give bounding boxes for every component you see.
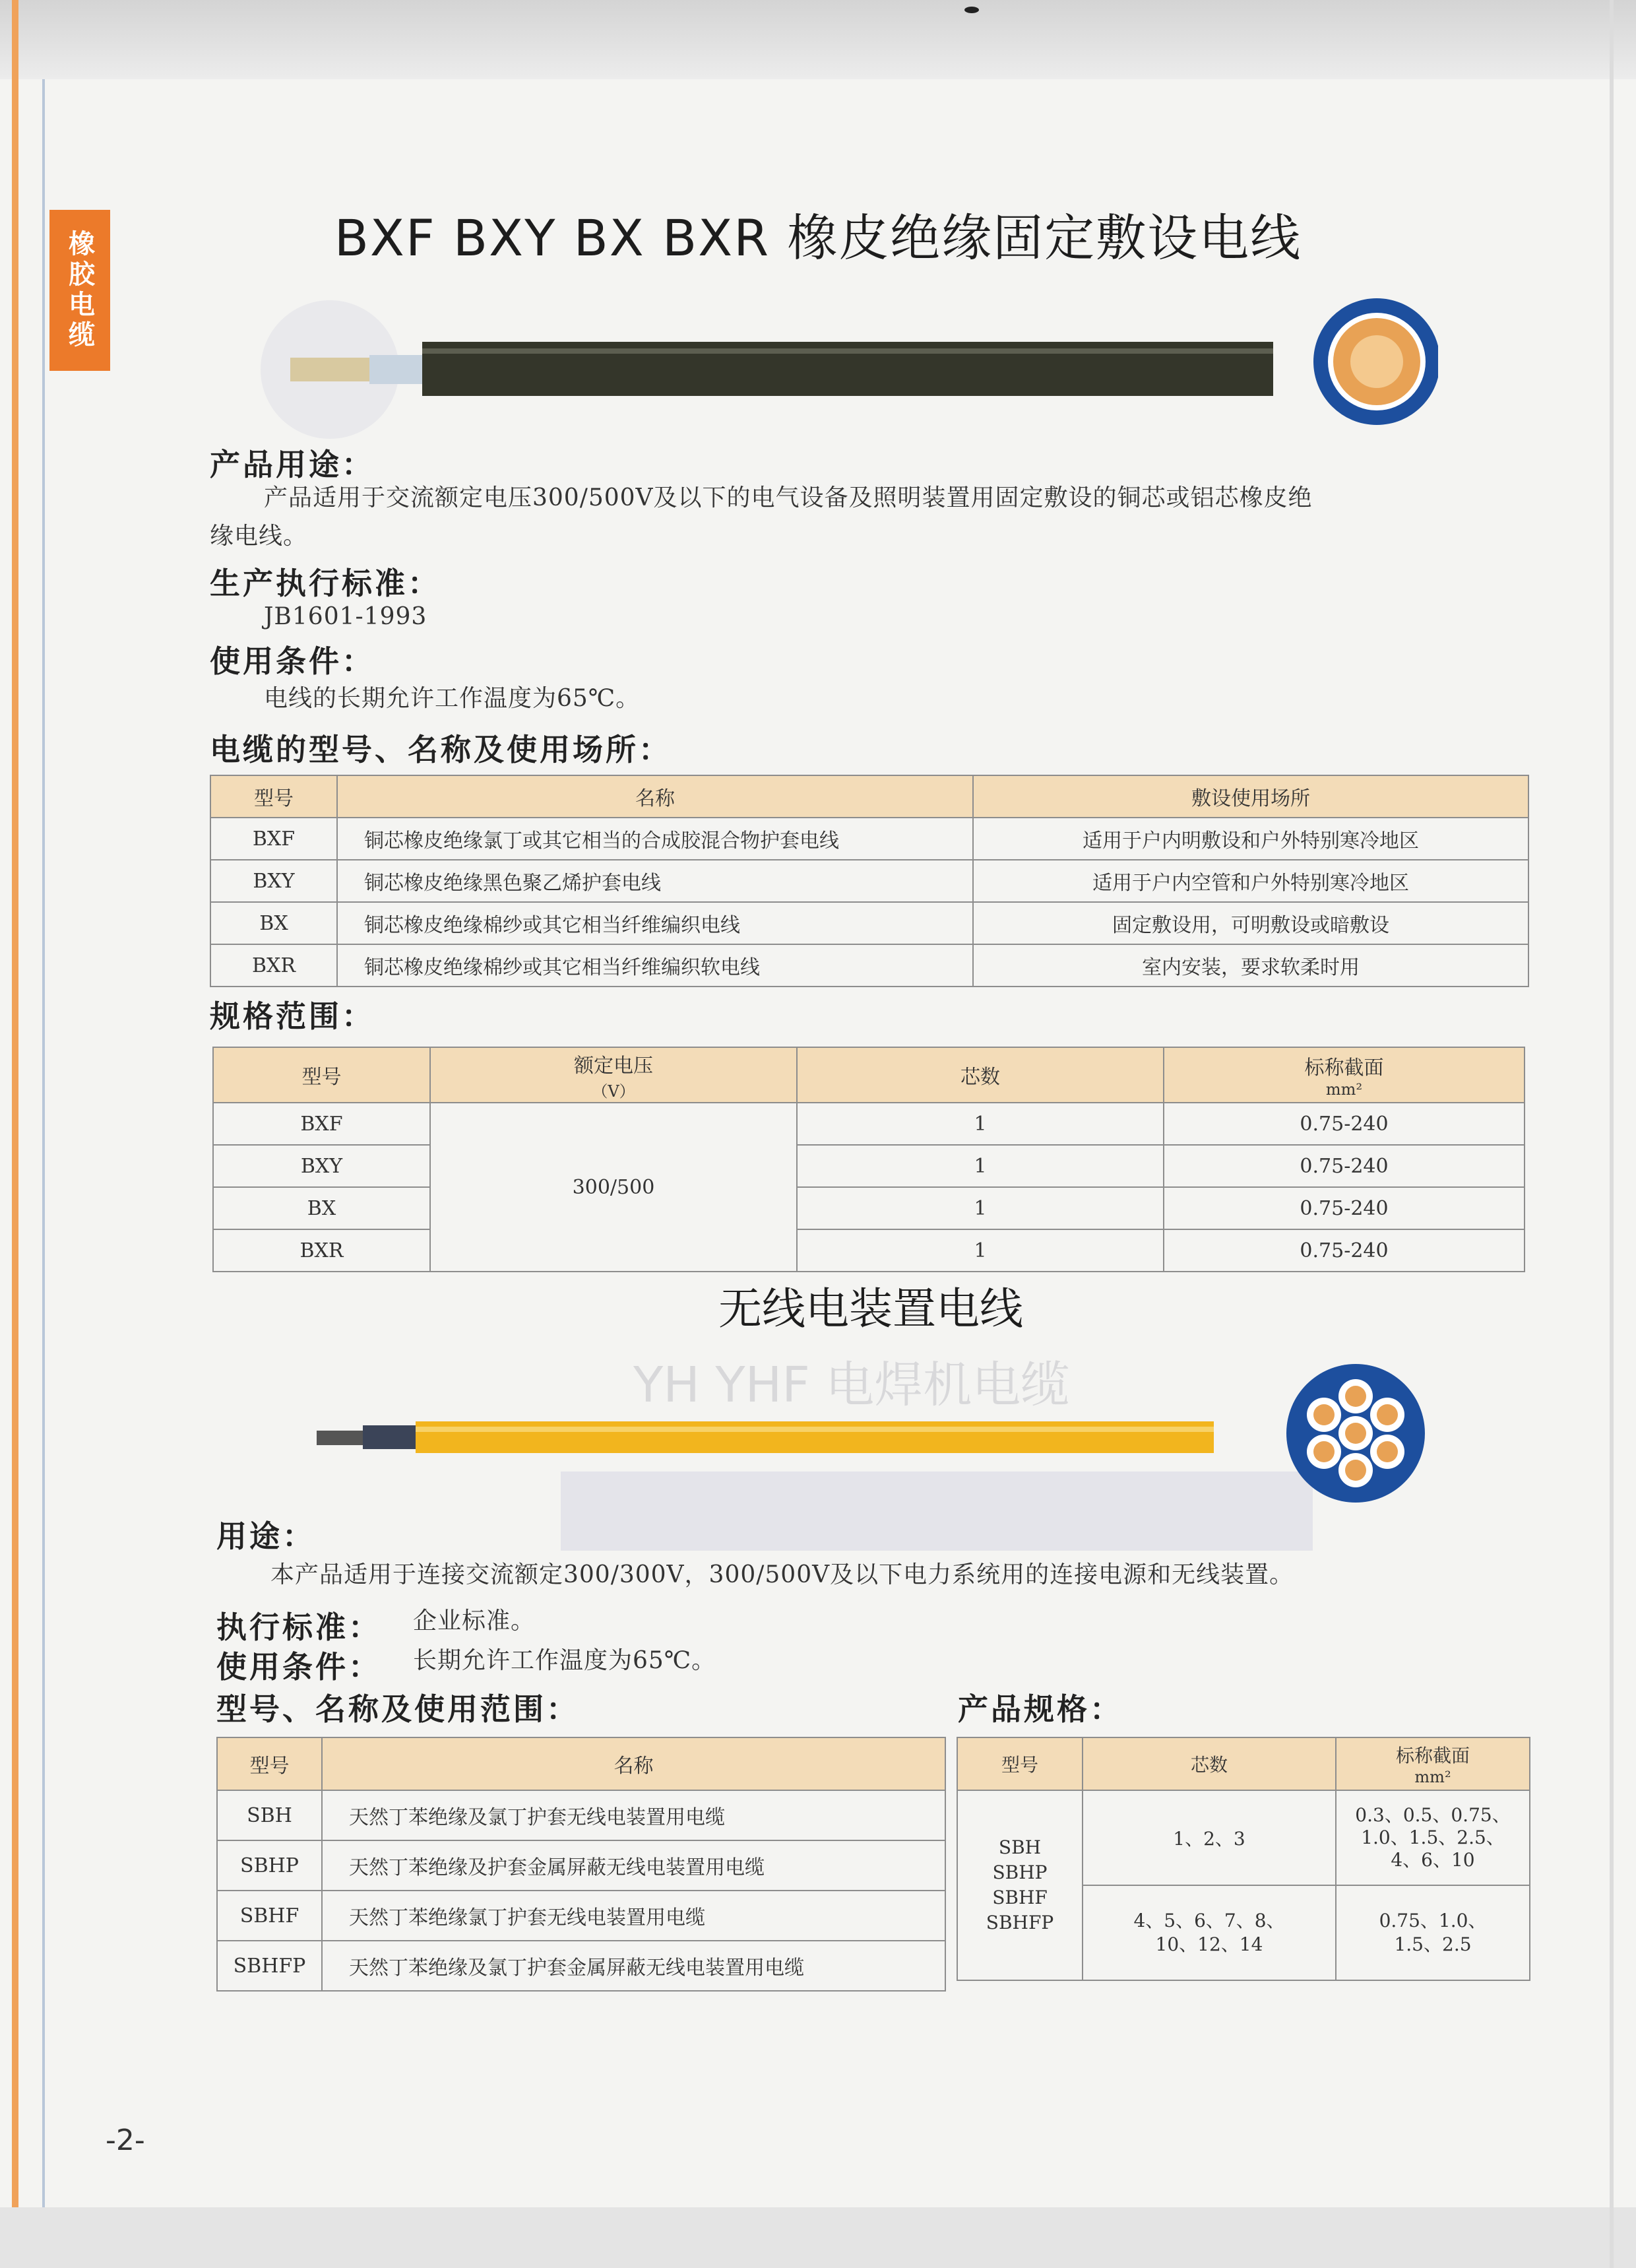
model-sbhfp: SBHFP: [986, 1912, 1054, 1933]
cell-section: 0.75-240: [1164, 1145, 1525, 1187]
usage-text-2: 本产品适用于连接交流额定300/300V，300/500V及以下电力系统用的连接电源和无线装置。: [270, 1561, 1294, 1588]
table-header-row: [217, 1737, 945, 1790]
ghost-bleed-text: YH YHF 电焊机电缆: [633, 1357, 1070, 1413]
page-edge-right: [1610, 0, 1614, 2268]
spec-heading: 规格范围：: [210, 998, 375, 1034]
page-number: -2-: [106, 2123, 145, 2157]
header-model: 型号: [213, 1047, 430, 1103]
sheath-highlight: [416, 1427, 1214, 1432]
cell-cores: 1: [797, 1229, 1164, 1272]
cell-name: 铜芯橡皮绝缘黑色聚乙烯护套电线: [337, 860, 973, 902]
types-heading-2: 型号、名称及使用范围：: [216, 1691, 579, 1727]
cell-section: 0.75-240: [1164, 1103, 1525, 1145]
table-header-row: [210, 775, 1528, 818]
cell-name: 天然丁苯绝缘及护套金属屏蔽无线电装置用电缆: [322, 1840, 945, 1891]
table-header-row: [957, 1737, 1530, 1790]
usage-heading-2: 用途：: [216, 1518, 315, 1554]
cell-voltage: 300/500: [430, 1103, 797, 1272]
cell-usage: 固定敷设用，可明敷设或暗敷设: [973, 902, 1528, 944]
table-header-row: [213, 1047, 1525, 1103]
cell-model: BXR: [210, 944, 337, 987]
cores-line: 10、12、14: [1155, 1933, 1263, 1955]
cell-cores: 1: [797, 1103, 1164, 1145]
cell-name: 铜芯橡皮绝缘氯丁或其它相当的合成胶混合物护套电线: [337, 818, 973, 860]
condition-text-2: 长期允许工作温度为65℃。: [413, 1647, 716, 1674]
cell-model: BXF: [213, 1103, 430, 1145]
cell-models: [957, 1790, 1083, 1980]
radio-wire-illustration: [303, 1353, 1464, 1564]
page-edge-orange: [12, 0, 18, 2207]
table-row: [217, 1941, 945, 1991]
header-usage: 敷设使用场所: [973, 775, 1528, 818]
section-unit: mm²: [1325, 1080, 1363, 1099]
section-title-radio-wire: 无线电装置电线: [718, 1283, 1023, 1334]
types-heading: 电缆的型号、名称及使用场所：: [210, 732, 672, 767]
header-model: 型号: [957, 1737, 1083, 1790]
page-edge-blue: [42, 79, 45, 2207]
side-category-tab: 橡胶电缆: [49, 210, 110, 371]
core-1-copper: [1345, 1386, 1366, 1407]
header-model: 型号: [210, 775, 337, 818]
spec-range-table: [212, 1047, 1525, 1272]
ghost-banner: [561, 1472, 1313, 1551]
cell-model: BX: [213, 1187, 430, 1229]
core-4-copper: [1345, 1460, 1366, 1481]
header-model: 型号: [217, 1737, 322, 1790]
cores-line: 4、5、6、7、8、: [1133, 1910, 1285, 1931]
cell-usage: 适用于户内空管和户外特别寒冷地区: [973, 860, 1528, 902]
section-line: 1.5、2.5: [1394, 1933, 1472, 1955]
section-line: 1.0、1.5、2.5、: [1361, 1827, 1505, 1848]
table-row: [217, 1790, 945, 1840]
cell-cores: 1、2、3: [1083, 1790, 1336, 1885]
scan-top-shadow: [0, 0, 1636, 79]
cell-name: 天然丁苯绝缘氯丁护套无线电装置用电缆: [322, 1891, 945, 1941]
section-label: 标称截面: [1304, 1056, 1384, 1080]
cell-model: BXF: [210, 818, 337, 860]
core-3-copper: [1377, 1441, 1398, 1462]
model-sbhf: SBHF: [992, 1887, 1048, 1908]
cross-section-core: [1350, 335, 1403, 388]
header-name: 名称: [337, 775, 973, 818]
cell-model: SBHP: [217, 1840, 322, 1891]
sheath-highlight: [422, 348, 1273, 354]
usage-heading: 产品用途：: [210, 447, 375, 482]
table-row: [213, 1103, 1525, 1145]
standard-heading: 生产执行标准：: [210, 566, 441, 601]
cell-cores: [1083, 1885, 1336, 1980]
cell-usage: 室内安装，要求软柔时用: [973, 944, 1528, 987]
cell-model: SBHFP: [217, 1941, 322, 1991]
table-row: [210, 944, 1528, 987]
copper-conductor-end: [290, 358, 369, 381]
table-row: [210, 902, 1528, 944]
condition-heading-2: 使用条件：: [216, 1649, 381, 1685]
cell-model: BXR: [213, 1229, 430, 1272]
table-row: [213, 1229, 1525, 1272]
voltage-label: 额定电压: [574, 1054, 653, 1078]
section-line: 0.3、0.5、0.75、: [1355, 1804, 1511, 1826]
model-sbhp: SBHP: [992, 1862, 1048, 1883]
section-label: 标称截面: [1395, 1745, 1470, 1766]
cell-name: 天然丁苯绝缘及氯丁护套无线电装置用电缆: [322, 1790, 945, 1840]
table-row: [213, 1187, 1525, 1229]
table-row: [213, 1145, 1525, 1187]
insulation-strip: [369, 355, 425, 384]
table-row: [957, 1790, 1530, 1885]
header-cores: 芯数: [1083, 1737, 1336, 1790]
cell-name: 铜芯橡皮绝缘棉纱或其它相当纤维编织软电线: [337, 944, 973, 987]
header-section: [1164, 1047, 1525, 1103]
cell-model: SBH: [217, 1790, 322, 1840]
cell-name: 铜芯橡皮绝缘棉纱或其它相当纤维编织电线: [337, 902, 973, 944]
core-5-copper: [1313, 1441, 1335, 1462]
cell-section: 0.75-240: [1164, 1187, 1525, 1229]
standard-text-2: 企业标准。: [413, 1607, 536, 1635]
cell-section: [1336, 1885, 1530, 1980]
usage-text-line1: 产品适用于交流额定电压300/500V及以下的电气设备及照明装置用固定敷设的铜芯或铝芯橡皮绝: [264, 484, 1313, 511]
table-row: [210, 818, 1528, 860]
cell-model: BXY: [210, 860, 337, 902]
wire-tip: [317, 1431, 363, 1445]
header-cores: 芯数: [797, 1047, 1164, 1103]
section-line: 0.75、1.0、: [1379, 1910, 1487, 1931]
header-name: 名称: [322, 1737, 945, 1790]
cell-usage: 适用于户内明敷设和户外特别寒冷地区: [973, 818, 1528, 860]
standard-heading-2: 执行标准：: [216, 1609, 381, 1645]
standard-text: JB1601-1993: [264, 603, 427, 630]
core-center-copper: [1345, 1423, 1366, 1444]
page-title: BXF BXY BX BXR 橡皮绝缘固定敷设电线: [334, 209, 1302, 267]
cell-model: BXY: [213, 1145, 430, 1187]
cell-section: 0.75-240: [1164, 1229, 1525, 1272]
cell-section: [1336, 1790, 1530, 1885]
cell-model: BX: [210, 902, 337, 944]
spec-heading-2: 产品规格：: [958, 1691, 1123, 1727]
section-unit: mm²: [1414, 1768, 1451, 1786]
cell-cores: 1: [797, 1187, 1164, 1229]
core-6-copper: [1313, 1404, 1335, 1425]
radio-spec-table: [957, 1737, 1530, 1981]
voltage-unit: （V）: [592, 1082, 635, 1101]
yellow-sheath: [416, 1421, 1214, 1453]
core-2-copper: [1377, 1404, 1398, 1425]
header-voltage: [430, 1047, 797, 1103]
table-row: [217, 1891, 945, 1941]
table-row: [210, 860, 1528, 902]
section-line: 4、6、10: [1391, 1849, 1475, 1871]
condition-heading: 使用条件：: [210, 643, 375, 679]
rubber-cable-illustration: [251, 290, 1438, 449]
model-sbh: SBH: [998, 1836, 1042, 1858]
condition-text: 电线的长期允许工作温度为65℃。: [264, 685, 641, 712]
header-section: [1336, 1737, 1530, 1790]
types-table: [210, 775, 1529, 987]
cell-cores: 1: [797, 1145, 1164, 1187]
usage-text-line2: 缘电线。: [210, 523, 308, 550]
scan-bottom-shadow: [0, 2207, 1636, 2268]
radio-types-table: [216, 1737, 946, 1992]
binding-dot: [964, 7, 979, 13]
cell-model: SBHF: [217, 1891, 322, 1941]
table-row: [217, 1840, 945, 1891]
cell-name: 天然丁苯绝缘及氯丁护套金属屏蔽无线电装置用电缆: [322, 1941, 945, 1991]
